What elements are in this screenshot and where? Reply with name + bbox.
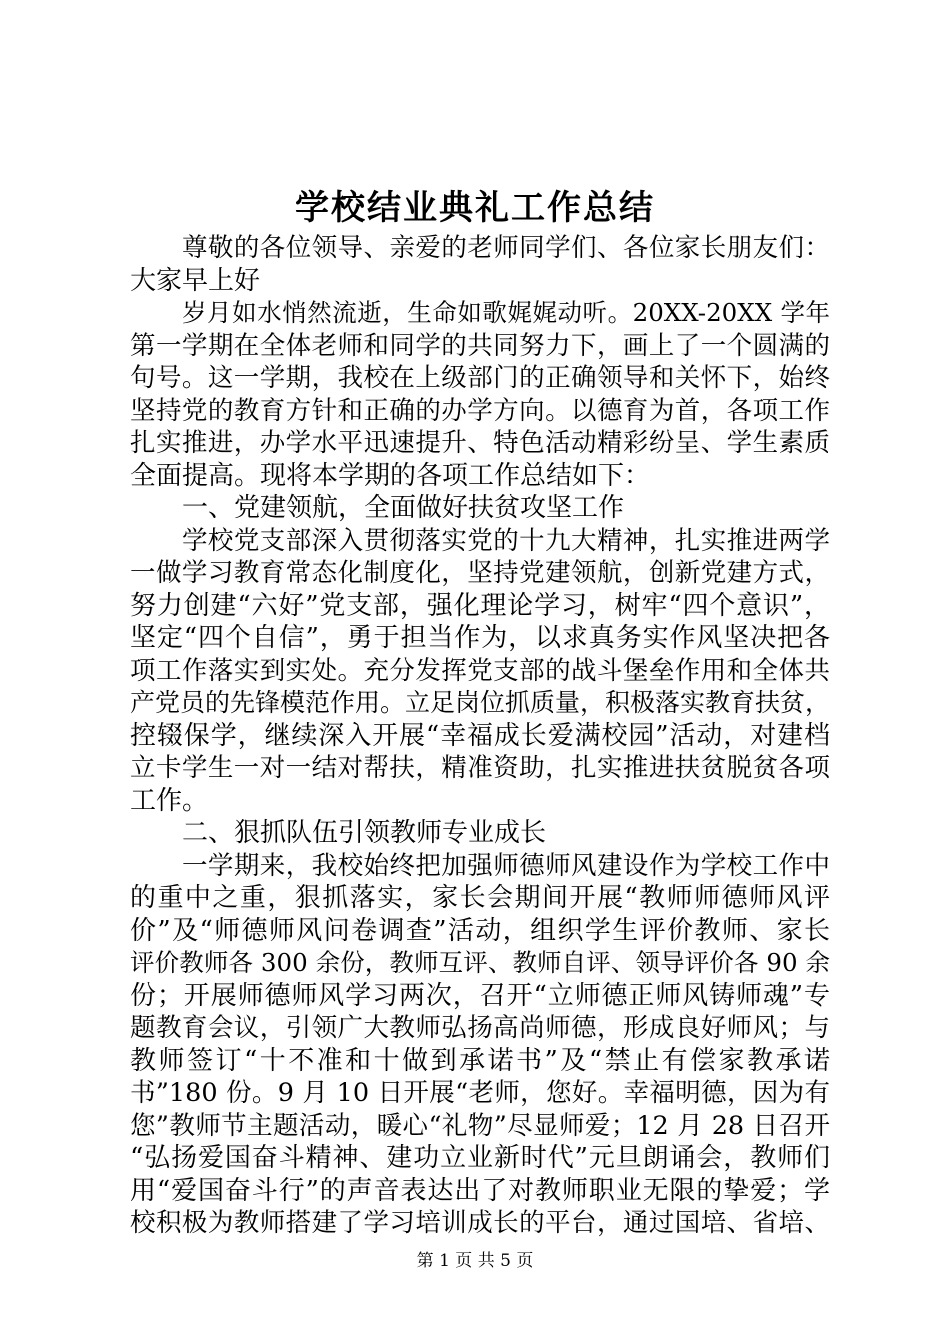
section-heading: 二、狠抓队伍引领教师专业成长 [182, 818, 547, 848]
section-heading: 一、党建领航，全面做好扶贫攻坚工作 [182, 493, 625, 523]
paragraph-line: 产党员的先锋模范作用。立足岗位抓质量，积极落实教育扶贫， [130, 688, 831, 717]
paragraph-line: 一学期来，我校始终把加强师德师风建设作为学校工作中 [182, 850, 830, 881]
paragraph-line: 项工作落实到实处。充分发挥党支部的战斗堡垒作用和全体共 [130, 655, 830, 686]
paragraph-line: 一做学习教育常态化制度化，坚持党建领航，创新党建方式， [130, 558, 830, 588]
paragraph-line: 岁月如水悄然流逝，生命如歌娓娓动听。20XX-20XX 学年 [182, 298, 830, 327]
page-number-footer: 第 1 页 共 5 页 [416, 1251, 534, 1271]
paragraph-line: 控辍保学，继续深入开展“幸福成长爱满校园”活动，对建档 [130, 720, 830, 751]
document-title: 学校结业典礼工作总结 [295, 188, 655, 228]
paragraph-line: 立卡学生一对一结对帮扶，精准资助，扎实推进扶贫脱贫各项 [130, 753, 830, 783]
paragraph-line: 评价教师各 300 余份，教师互评、教师自评、领导评价各 90 余 [130, 948, 830, 977]
paragraph-line: 努力创建“六好”党支部，强化理论学习，树牢“四个意识”， [130, 590, 830, 621]
paragraph-line: 大家早上好 [130, 265, 261, 296]
paragraph-line: “弘扬爱国奋斗精神、建功立业新时代”元旦朗诵会，教师们 [130, 1143, 830, 1173]
paragraph-line: 您”教师节主题活动，暖心“礼物”尽显师爱；12 月 28 日召开 [130, 1110, 830, 1141]
document-body [130, 232, 830, 1240]
paragraph-line: 坚持党的教育方针和正确的办学方向。以德育为首，各项工作 [130, 395, 830, 426]
paragraph-line: 扎实推进，办学水平迅速提升、特色活动精彩纷呈、学生素质 [130, 428, 830, 458]
paragraph-line: 学校党支部深入贯彻落实党的十九大精神，扎实推进两学 [182, 525, 830, 556]
paragraph-line: 尊敬的各位领导、亲爱的老师同学们、各位家长朋友们： [182, 233, 830, 263]
paragraph-line: 价”及“师德师风问卷调查”活动，组织学生评价教师、家长 [130, 915, 830, 946]
paragraph-line: 句号。这一学期，我校在上级部门的正确领导和关怀下，始终 [130, 363, 830, 393]
paragraph-line: 用“爱国奋斗行”的声音表达出了对教师职业无限的挚爱；学 [130, 1175, 830, 1206]
paragraph-line: 的重中之重，狠抓落实，家长会期间开展“教师师德师风评 [130, 883, 830, 913]
paragraph-line: 坚定“四个自信”，勇于担当作为，以求真务实作风坚决把各 [130, 623, 830, 653]
paragraph-line: 校积极为教师搭建了学习培训成长的平台，通过国培、省培、 [130, 1208, 830, 1238]
paragraph-line: 份；开展师德师风学习两次，召开“立师德正师风铸师魂”专 [130, 980, 830, 1011]
paragraph-line: 第一学期在全体老师和同学的共同努力下，画上了一个圆满的 [130, 330, 830, 361]
paragraph-line: 题教育会议，引领广大教师弘扬高尚师德，形成良好师风；与 [130, 1013, 830, 1043]
paragraph-line: 教师签订“十不准和十做到承诺书”及“禁止有偿家教承诺 [130, 1045, 830, 1076]
paragraph-line: 书”180 份。9 月 10 日开展“老师，您好。幸福明德，因为有 [130, 1078, 830, 1108]
paragraph-line: 工作。 [130, 785, 209, 816]
paragraph-line: 全面提高。现将本学期的各项工作总结如下： [130, 460, 651, 491]
